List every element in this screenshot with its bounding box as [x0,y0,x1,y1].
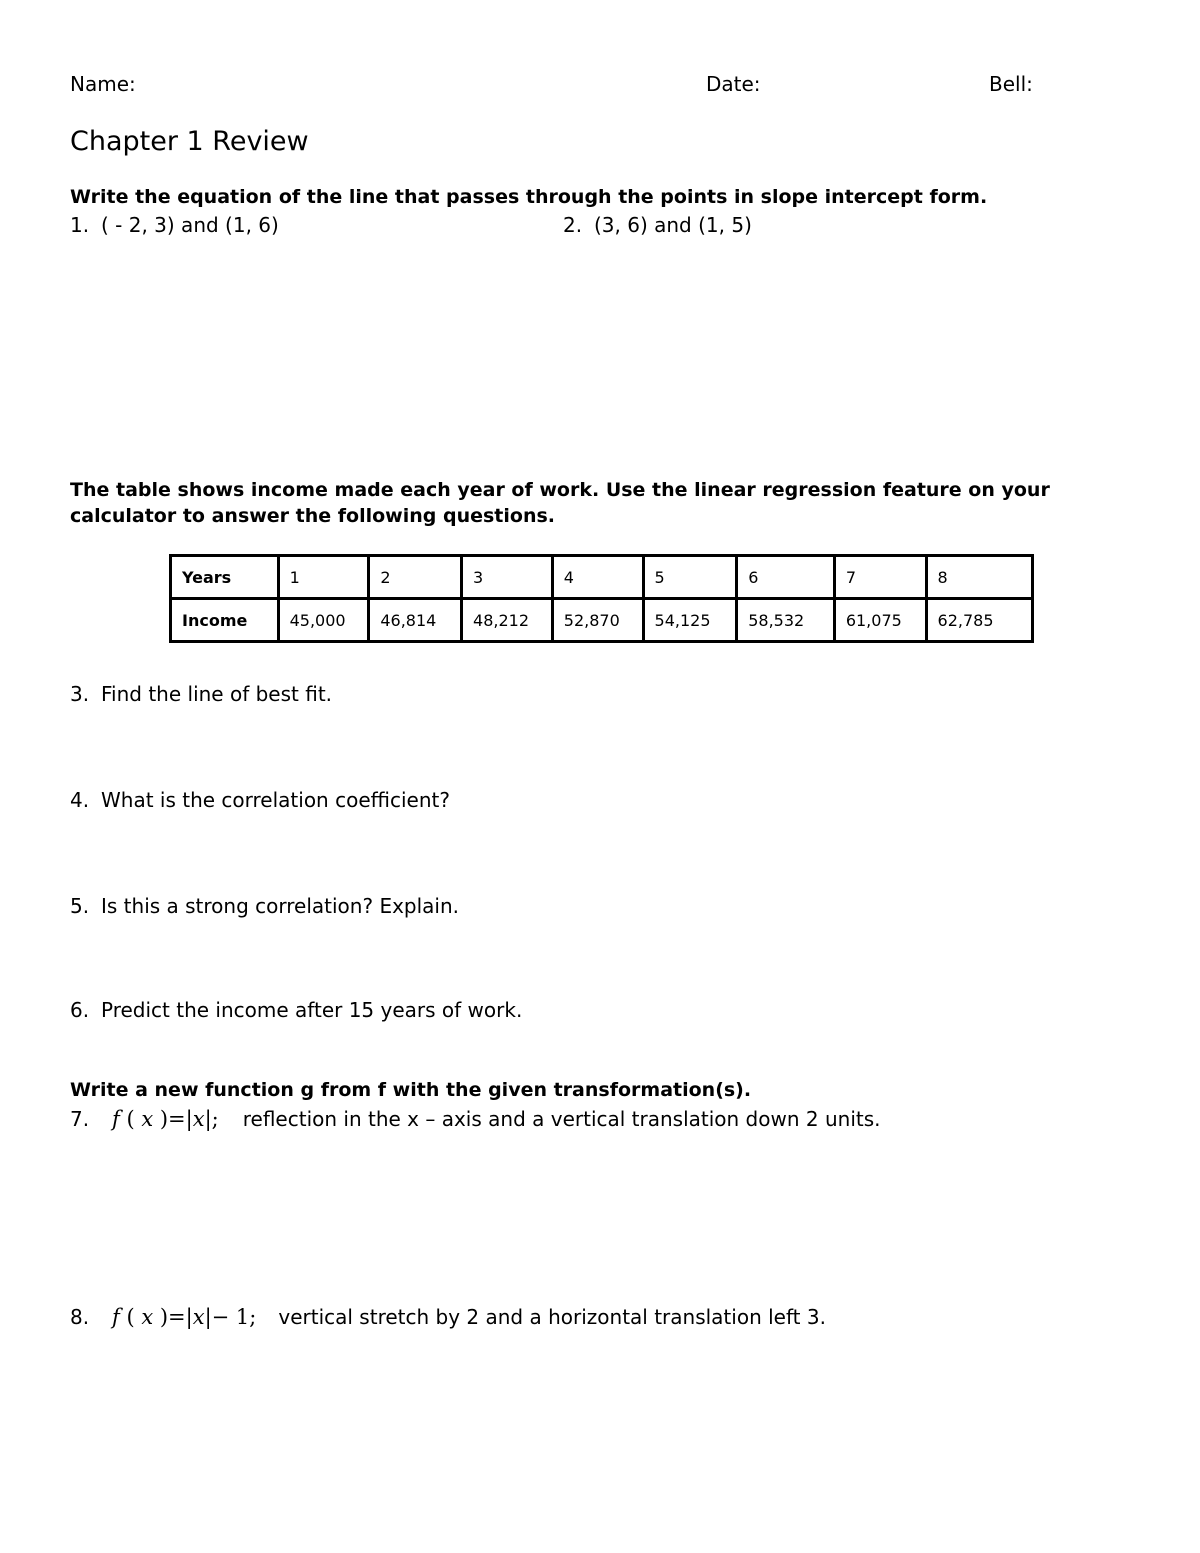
question-7 [70,1107,881,1131]
func-f: f [112,1107,120,1131]
question-3 [70,682,332,706]
question-2-text: (3, 6) and (1, 5) [594,213,752,237]
func-minus-one: − 1; [211,1305,257,1329]
question-7-text: reflection in the x – axis and a vertical translation down 2 units. [242,1107,881,1131]
table-cell: 7 [834,556,926,599]
table-cell: 45,000 [278,599,369,642]
question-4-text: What is the correlation coefficient? [101,788,450,812]
section2-instruction-line1: The table shows income made each year of work. Use the linear regression feature on your [70,479,1050,501]
table-cell: 8 [926,556,1032,599]
func-bar: | [204,1107,212,1131]
question-7-function: f ( x )=|x|; [112,1107,219,1131]
func-eq: = [168,1305,186,1329]
func-x: x [141,1107,154,1131]
question-2 [563,213,752,237]
question-2-number: 2. [563,213,583,237]
date-label: Date: [706,72,761,96]
table-cell: 4 [552,556,643,599]
name-label: Name: [70,72,136,96]
bell-label: Bell: [989,72,1033,96]
question-8-number: 8. [70,1305,90,1329]
question-8-function: f ( x )=|x|− 1; [112,1305,257,1329]
func-bar: | [204,1305,212,1329]
question-8-text: vertical stretch by 2 and a horizontal translation left 3. [278,1305,826,1329]
page-title: Chapter 1 Review [70,126,309,157]
table-row-years [171,556,1033,599]
question-5 [70,894,459,918]
question-4-number: 4. [70,788,90,812]
question-1-number: 1. [70,213,90,237]
func-bar: | [185,1107,193,1131]
func-x: x [141,1305,154,1329]
question-7-number: 7. [70,1107,90,1131]
table-cell: 3 [462,556,553,599]
table-cell: 46,814 [369,599,462,642]
question-6-text: Predict the income after 15 years of work. [101,998,523,1022]
table-cell: 48,212 [462,599,553,642]
question-6-number: 6. [70,998,90,1022]
func-eq: = [168,1107,186,1131]
table-cell: 2 [369,556,462,599]
question-3-number: 3. [70,682,90,706]
income-table [169,554,1034,643]
func-bar: | [185,1305,193,1329]
section3-instruction: Write a new function g from f with the given transformation(s). [70,1079,752,1101]
section1-instruction: Write the equation of the line that passes through the points in slope intercept form. [70,186,988,208]
table-cell: 52,870 [552,599,643,642]
func-f: f [112,1305,120,1329]
question-6 [70,998,522,1022]
table-cell: 62,785 [926,599,1032,642]
func-semicolon: ; [211,1107,219,1131]
table-cell: 61,075 [834,599,926,642]
question-4 [70,788,450,812]
question-5-text: Is this a strong correlation? Explain. [101,894,460,918]
question-3-text: Find the line of best fit. [101,682,333,706]
table-cell: 1 [278,556,369,599]
table-cell: 6 [737,556,835,599]
question-5-number: 5. [70,894,90,918]
table-header-cell: Years [171,556,279,599]
table-cell: 5 [643,556,737,599]
table-row-income [171,599,1033,642]
func-x: x [192,1305,205,1329]
table-cell: 58,532 [737,599,835,642]
question-1-text: ( - 2, 3) and (1, 6) [101,213,279,237]
func-x: x [192,1107,205,1131]
question-8 [70,1305,826,1329]
question-1 [70,213,279,237]
section2-instruction-line2: calculator to answer the following questions. [70,505,556,527]
table-cell: 54,125 [643,599,737,642]
table-header-cell: Income [171,599,279,642]
